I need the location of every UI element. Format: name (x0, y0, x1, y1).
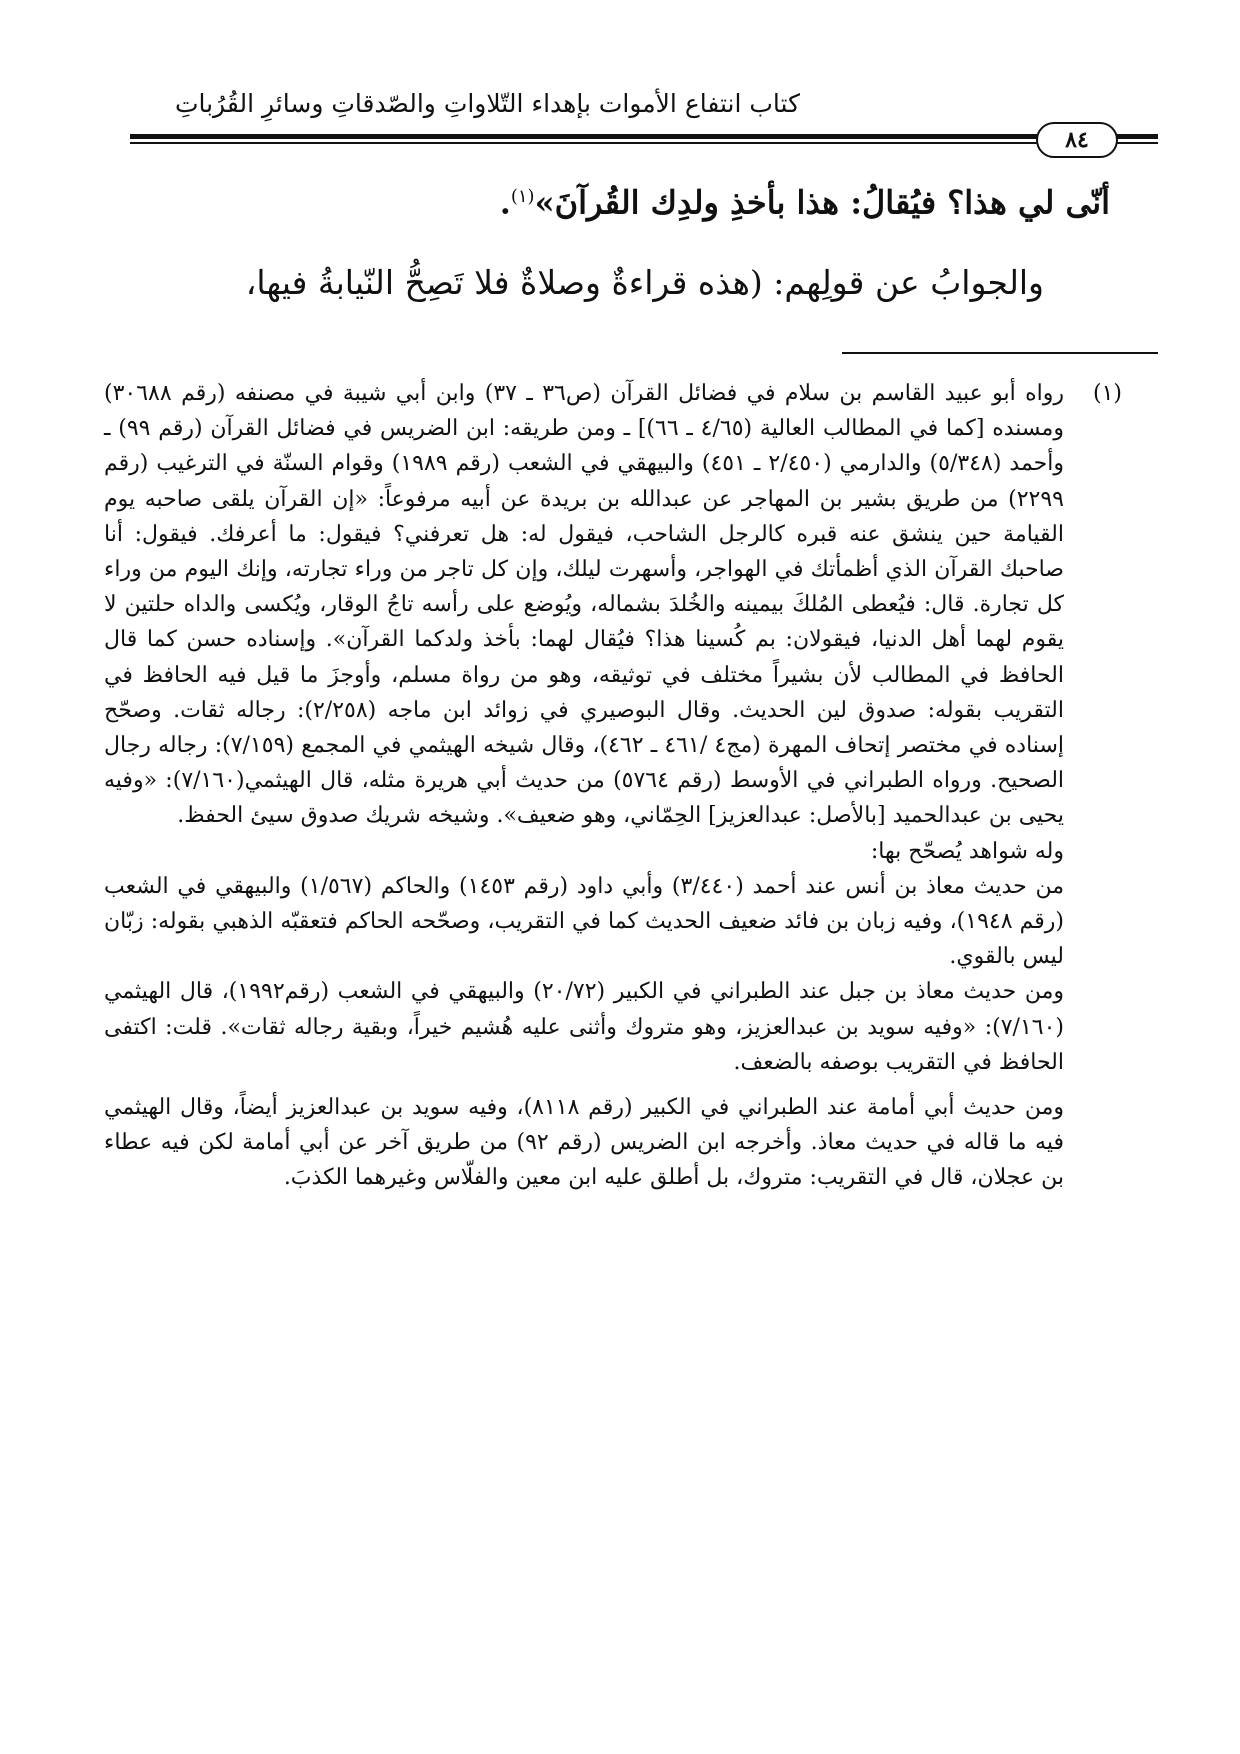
footnote-paragraph-2: وله شواهد يُصحّح بها: (870, 838, 1064, 864)
header-rule-thin (130, 142, 1042, 144)
footnote-paragraph-3: من حديث معاذ بن أنس عند أحمد (٣/٤٤٠) وأبي داود (رقم ١٤٥٣) والحاكم (١/٥٦٧) والبيهقي في الشعب (رقم ١٩٤٨)، وفيه زبان بن فائد ضعيف الحديث كما في التقريب، وصحّحه الحاكم فتعقبّه الذهبي بقوله: زبّان ليس بالقوي. (104, 873, 1065, 970)
main-text-line-1-end: . (499, 183, 511, 222)
main-text-line-2: والجوابُ عن قولِهم: (هذه قراءةٌ وصلاةٌ فلا تَصِحُّ النّيابةُ فيها، (245, 263, 1044, 302)
running-title: كتاب انتفاع الأموات بإهداء التّلاواتِ والصّدقاتِ وسائرِ القُرُباتِ (174, 89, 800, 118)
footnote-paragraph-5: ومن حديث أبي أمامة عند الطبراني في الكبير (رقم ٨١١٨)، وفيه سويد بن عبدالعزيز أيضاً، وقال الهيثمي فيه ما قاله في حديث معاذ. وأخرجه ابن الضريس (رقم ٩٢) من طريق آخر عن أبي أمامة لكن فيه عطاء بن عجلان، قال في التقريب: متروك، بل أطلق عليه ابن معين والفلّاس وغيرهما الكذبَ. (104, 1095, 1065, 1191)
footnote-marker: (١) (510, 186, 535, 207)
page-number: ٨٤ (1036, 122, 1118, 158)
footnote-paragraph-4: ومن حديث معاذ بن جبل عند الطبراني في الكبير (٢٠/٧٢) والبيهقي في الشعب (رقم١٩٩٢)، قال الهيثمي (٧/١٦٠): «وفيه سويد بن عبدالعزيز، وهو متروك وأثنى عليه هُشيم خيراً، وبقية رجاله ثقات». قلت: اكتفى الحافظ في التقريب بوصفه بالضعف. (104, 979, 1064, 1075)
footnote-number: (١) (1092, 381, 1122, 406)
footnote-paragraph-1: رواه أبو عبيد القاسم بن سلام في فضائل القرآن (ص٣٦ ـ ٣٧) وابن أبي شيبة في مصنفه (رقم ٣٠٦٨٨) ومسنده [كما في المطالب العالية (٤/٦٥ ـ ٦٦)] ـ ومن طريقه: ابن الضريس في فضائل القرآن (رقم ٩٩) ـ وأحمد (٥/٣٤٨) والدارمي (٢/٤٥٠ ـ ٤٥١) والبيهقي في الشعب (رقم ١٩٨٩) وقوام السنّة في الترغيب (رقم ٢٢٩٩) من طريق بشير بن المهاجر عن عبدالله بن بريدة عن أبيه مرفوعاً: «إن القرآن يلقى صاحبه يوم القيامة حين ينشق عنه قبره كالرجل الشاحب، فيقول له: هل تعرفني؟ فيقول: ما أعرفك. فيقول: أنا صاحبك القرآن الذي أظمأتك في الهواجر، وأسهرت ليلك، وإن كل تاجر من وراء تجارته، وإنك اليوم من وراء كل تجارة. قال: فيُعطى المُلكَ بيمينه والخُلدَ بشماله، ويُوضع على رأسه تاجُ الوقار، ويُكسى والداه حلتين لا يقوم لهما أهل الدنيا، فيقولان: بم كُسينا هذا؟ فيُقال لهما: بأخذ ولدكما القرآن». وإسناده حسن كما قال الحافظ في المطالب لأن بشيراً مختلف في توثيقه، وهو من رواة مسلم، وأوجزَ ما قيل فيه الحافظ في التقريب بقوله: صدوق لين الحديث. وقال البوصيري في زوائد ابن ماجه (٢/٢٥٨): رجاله ثقات. وصحّح إسناده في مختصر إتحاف المهرة (مج٤ /٤٦١ ـ ٤٦٢)، وقال شيخه الهيثمي في المجمع (٧/١٥٩): رجاله رجال الصحيح. ورواه الطبراني في الأوسط (رقم ٥٧٦٤) من حديث أبي هريرة مثله، قال الهيثمي(٧/١٦٠): «وفيه يحيى بن عبدالحميد [بالأصل: عبدالعزيز] الحِمّاني، وهو ضعيف». وشيخه شريك صدوق سيئ الحفظ. (104, 381, 1065, 829)
header-rule-thick (130, 134, 1042, 139)
main-text-line-1-body: أنّى لي هذا؟ فيُقالُ: هذا بأخذِ ولدِك القُرآنَ» (534, 183, 1110, 222)
footnote-body (104, 376, 1064, 1196)
main-text-line-1 (120, 172, 1110, 228)
footnote-separator (842, 352, 1158, 354)
